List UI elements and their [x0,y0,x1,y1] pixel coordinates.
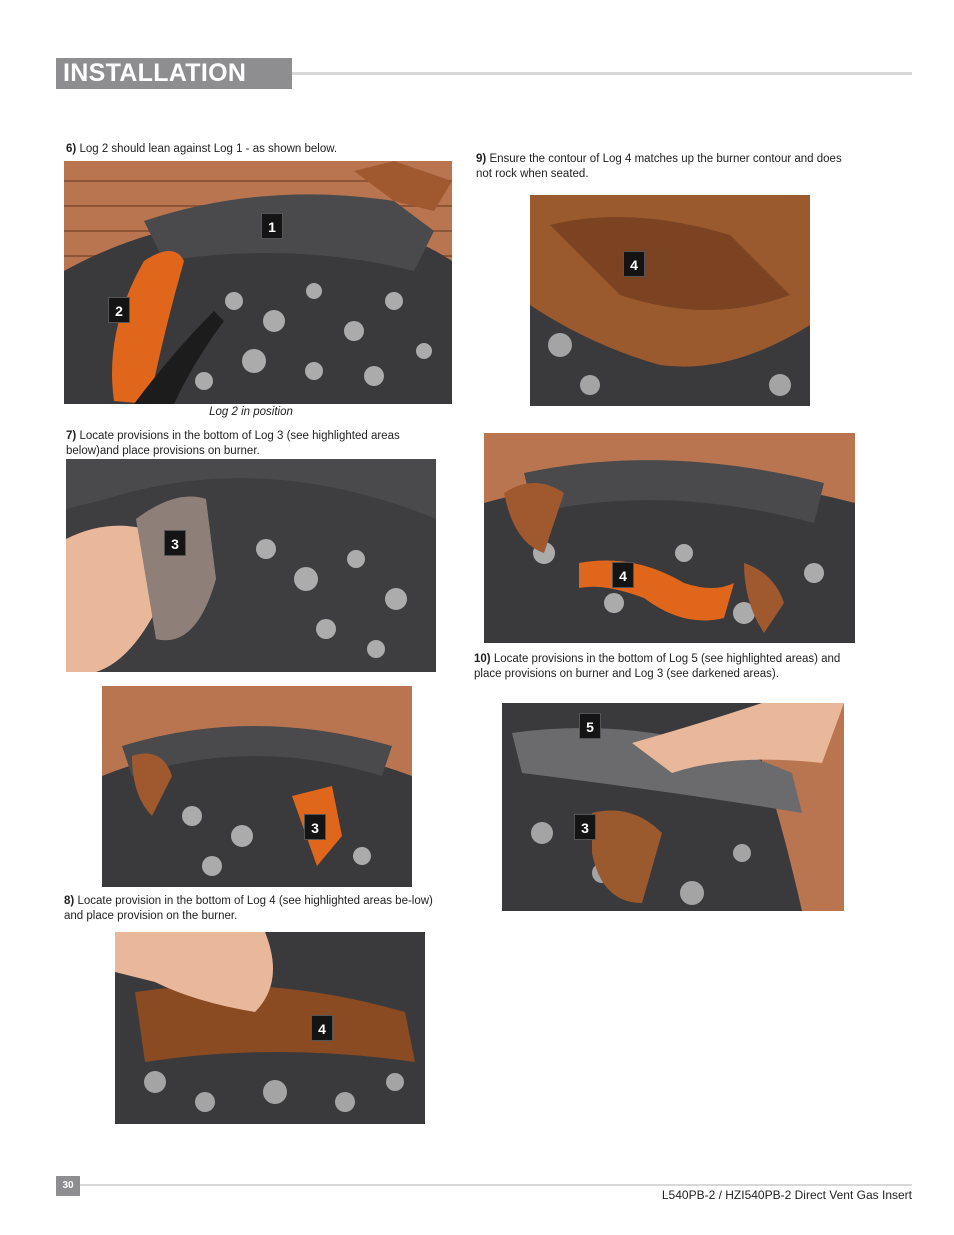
log-label: 2 [108,297,130,323]
log-label: 5 [579,713,601,739]
step-number: 6) [66,143,77,155]
log-label: 3 [574,814,596,840]
photo-log-4-placed [484,433,855,643]
step-number: 8) [64,895,75,907]
step-9 [476,152,856,182]
step-text: Ensure the contour of Log 4 matches up the burner contour and does not rock when seated. [476,153,842,180]
page-number: 30 [56,1176,80,1196]
photo-log-5-provisions [502,703,844,911]
section-title: INSTALLATION [56,58,292,89]
log-label: 4 [612,562,634,588]
footer-doc-title: L540PB-2 / HZI540PB-2 Direct Vent Gas Insert [661,1188,912,1202]
step-6 [66,142,456,157]
step-number: 10) [474,653,491,665]
step-8 [64,894,446,924]
step-number: 7) [66,430,77,442]
photo-log-3-placed [102,686,412,887]
title-rule [292,72,912,75]
log-label: 4 [311,1015,333,1041]
step-text: Locate provisions in the bottom of Log 3 (see highlighted areas below)and place provisions on burner. [66,430,400,457]
photo-caption: Log 2 in position [209,406,293,418]
log-label: 1 [261,213,283,239]
log-label: 4 [623,251,645,277]
step-number: 9) [476,153,487,165]
photo-log-3-provisions [66,459,436,672]
step-text: Locate provisions in the bottom of Log 5 (see highlighted areas) and place provisions on burner and Log 3 (see darkened areas). [474,653,841,680]
log-label: 3 [304,814,326,840]
step-7 [66,429,446,459]
step-text: Locate provision in the bottom of Log 4 (see highlighted areas be-low) and place provision on the burner. [64,895,433,922]
step-10 [474,652,864,682]
photo-log-2-position [64,161,452,404]
step-text: Log 2 should lean against Log 1 - as shown below. [79,143,338,155]
photo-log-4-provision [115,932,425,1124]
photo-log-4-contour [530,195,810,406]
log-label: 3 [164,530,186,556]
footer-rule [80,1184,912,1186]
